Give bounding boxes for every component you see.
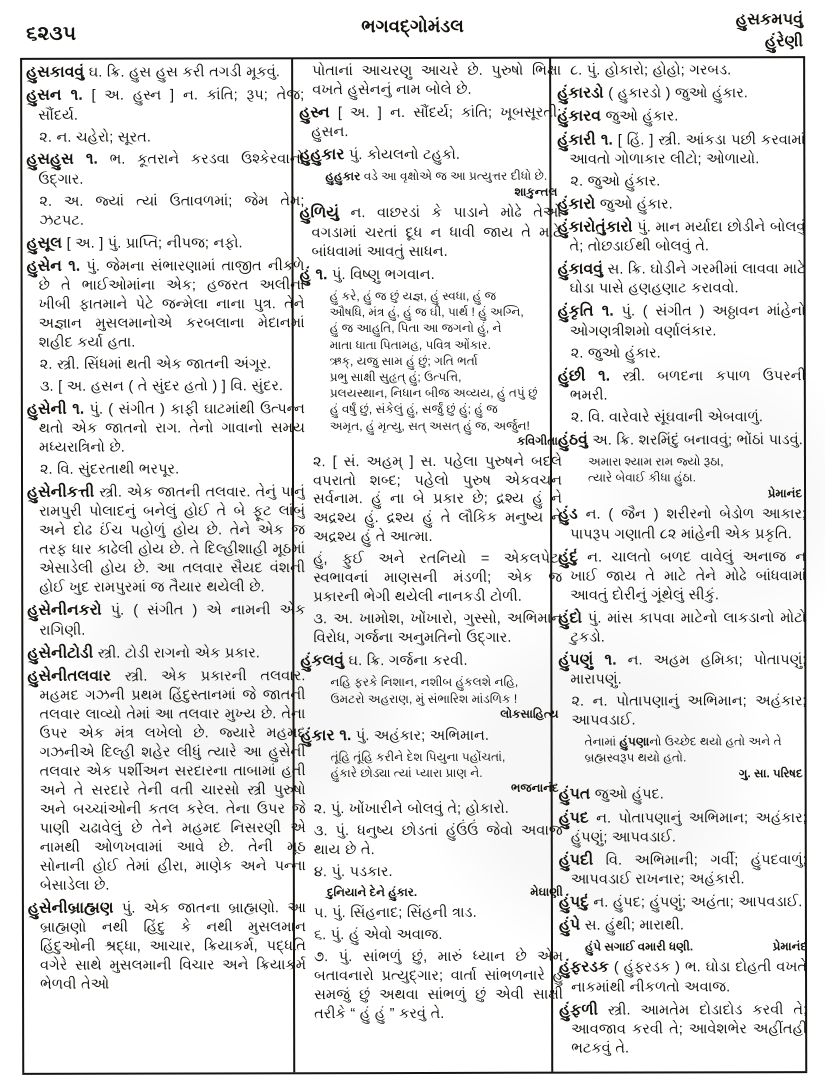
verse-line: માતા ધાતા પિતામહ, પવિત્ર ઓંકાર. bbox=[329, 337, 491, 352]
dictionary-entry bbox=[26, 62, 304, 83]
citation-source: પ્રેમાનંદ bbox=[767, 485, 803, 500]
entry-definition: સ્ત્રી. બળદના કપાળ ઉપરની ભમરી. bbox=[569, 367, 806, 404]
entry-headword: હુંકારો bbox=[557, 195, 596, 213]
entry-headword: હુહુકાર bbox=[299, 146, 345, 164]
verse-line: હું જ આહુતિ, પિતા આ જગનો હું, ને bbox=[329, 321, 502, 336]
entry-definition: ન. ( જૈન ) શરીરનો બેડોળ આકાર; પાપરૂપ ગણાતી ૮૨ માંહેની એક પ્રકૃતિ. bbox=[570, 506, 807, 543]
dictionary-entry bbox=[557, 106, 805, 127]
entry-headword: હુંકૃતિ ૧. bbox=[557, 303, 614, 321]
dictionary-entry bbox=[27, 643, 305, 664]
citation-row bbox=[327, 885, 563, 901]
entry-headword: હુસેન ૧. bbox=[26, 257, 81, 275]
citation-text: નો ઉચ્છેદ થયો હતો અને તે બ્રહ્મસ્વરૂપ થયો હતો. bbox=[584, 734, 782, 766]
rule-top bbox=[20, 56, 805, 60]
verse-line: અમૃત, હું મૃત્યુ, સત્ અસત્ હું જ, અર્જુન! bbox=[329, 418, 530, 433]
dictionary-entry bbox=[558, 547, 806, 606]
citation-source: મેઘાણી bbox=[530, 884, 563, 899]
entry-sense: ૨. પું. ખોંખારીને બોલવું તે; હોકારો. bbox=[313, 800, 509, 818]
entry-headword: હુંપે bbox=[558, 917, 581, 935]
entry-headword: હુસેનીતલવાર bbox=[27, 667, 111, 685]
entry-headword: હુંડ bbox=[558, 505, 578, 524]
column-2 bbox=[299, 62, 563, 1073]
dictionary-entry bbox=[559, 916, 807, 937]
entry-citation bbox=[299, 168, 561, 201]
dictionary-entry bbox=[299, 103, 561, 143]
entry-sense: ૮. પું. હોકારો; હોહો; ગરબડ. bbox=[570, 62, 732, 79]
citation-text: હુંપે સગાઈ વમારી ધણી. bbox=[584, 939, 694, 954]
entry-headword: હું ૧. bbox=[299, 265, 328, 283]
entry-definition: સ્ત્રી. ટોડી રાગનો એક પ્રકાર. bbox=[93, 644, 260, 662]
entry-definition: ( હુકારડો ) જુઓ હુંકાર. bbox=[603, 85, 748, 102]
entry-definition: ન. અહમ હમિકા; પોતાપણું; મારાપણું. bbox=[570, 652, 807, 688]
entry-sense: ૨. વિ. વારેવારે સૂંઘવાની એબવાળું. bbox=[570, 409, 763, 426]
verse-line: ઉમટરો અહરાણ, મું સંભારિશ માંડળિક ! bbox=[330, 691, 518, 706]
entry-sense: ૪. પું. પડકાર. bbox=[313, 864, 393, 881]
verse-line: હું કરે, હું જ છું યજ્ઞ, હું સ્વધા, હું જ bbox=[329, 288, 497, 304]
entry-headword: હુસહુસ ૧. bbox=[26, 151, 98, 169]
dictionary-entry bbox=[558, 302, 806, 342]
verse-line: ઋક્, યજુ સામ હું છું; ગતિ ભર્તા bbox=[329, 353, 478, 368]
entry-citation bbox=[559, 733, 807, 782]
entry-definition: અ. ક્રિ. શરમિંદું બનાવવું; ભોંઠાં પાડવું. bbox=[587, 432, 803, 449]
dictionary-entry bbox=[27, 256, 305, 353]
verse-line: ત્યારે બેવાઈ કીધા હુંઠા. bbox=[587, 470, 697, 485]
entry-sense: ૬. પું. હું એવો અવાજ. bbox=[313, 926, 443, 944]
entry-definition: ન. હુંપદ; હુંપણું; અહંતા; આપવડાઈ. bbox=[588, 894, 803, 911]
dictionary-entry bbox=[557, 130, 805, 170]
guide-word-last: હુંરેણી bbox=[764, 32, 804, 50]
verse-line: હુંકારે છોડ્યા ત્યાં પ્યારા પ્રાણ ને. bbox=[330, 766, 483, 781]
entry-continuation: પોતાનાં આચરણુ આચરે છે. પુરુષો ભિક્ષા વખતે હુસેનનું નામ બોલે છે. bbox=[312, 62, 562, 99]
entry-headword: હુસેનીનકરો bbox=[27, 601, 102, 620]
entry-sense: ૨. ન. પોતાપણાનું અભિમાન; અહંકાર; આપવડાઈ. bbox=[571, 693, 807, 729]
entry-definition: સ્ત્રી. એક જાતની તલવાર. તેનું પાનું રામપુરી પોલાદનું બનેલું હોઈ તે બે ફૂટ લાંબું અને દોઢ ઈંચ પહોળું હોય છે. તેને એક જ તરફ ધાર કાઢેલી હોય છે. તે દિલ્હીશાહી મૂઠમાં એસાડેલી હોય છે. આ તલવાર સૈયદ વંશની હોઈ ખુદ રામપુરમાં જ તૈયાર થયેલી છે. bbox=[39, 484, 306, 597]
entry-definition: જુઓ હુંકાર. bbox=[595, 196, 673, 213]
dictionary-entry bbox=[558, 650, 806, 690]
verse-line: અમારા શ્યામ રામ જ્યો રૂઠા, bbox=[587, 454, 724, 469]
citation-headword: હુંપણા bbox=[619, 734, 650, 749]
verse-line: તૂંહિ તૂંહિ કરીને દેશ પિયુના પહોંચતાં, bbox=[330, 749, 506, 765]
dictionary-entry bbox=[558, 430, 806, 451]
entry-headword: હુંપદું bbox=[558, 893, 589, 911]
citation-source: ભજનાનંદ bbox=[510, 781, 559, 796]
entry-sense: ૭. પું. સાંભળું છું, મારું ધ્યાન છે એમ બતાવનારો પ્રત્યુદ્ગાર; વાર્તા સાંભળનારે હું સમજું છું અથવા સાંભળું છું એવી સાક્ષી તરીકે “ હું હું ” કરવું તે. bbox=[313, 948, 564, 1022]
entry-definition: ( હુંફરડક ) ભ. ઘોડા દોહતી વખતે નાકમાંથી નીકળતો અવાજ. bbox=[571, 959, 808, 996]
dictionary-entry bbox=[559, 850, 807, 890]
entry-headword: હુંકાવવું bbox=[557, 260, 603, 278]
dictionary-entry bbox=[26, 85, 304, 125]
entry-headword: હુંફળી bbox=[559, 1001, 598, 1019]
entry-sense: ૩. પું. ધનુષ્ય છોડતાં હુંઉંઉં જેવો અવાજ થાય છે તે. bbox=[313, 822, 563, 859]
entry-definition: ન. ચાલતો બળદ વાવેલું અનાજ ન ખાઈ જાય તે માટે તેને મોઢે બાંધવામાં આવતું દોરીનું ગૂંથેલું સીકું. bbox=[570, 548, 807, 604]
entry-headword: હુસૂલ bbox=[26, 234, 63, 252]
running-head bbox=[0, 0, 825, 59]
dictionary-entry bbox=[299, 203, 561, 262]
entry-definition: સ્ત્રી. આમતેમ દોડાદોડ કરવી તે; આવજાવ કરવી તે; આવેશભેર અહીંતહીં ભટકવું તે. bbox=[571, 1001, 808, 1057]
dictionary-entry bbox=[559, 785, 807, 806]
entry-definition: પું. ( સંગીત ) એ નામની એક રાગિણી. bbox=[39, 602, 306, 639]
entry-definition: ઘ. ક્રિ. ગર્જના કરવી. bbox=[343, 653, 468, 670]
entry-definition: [ હિં. ] સ્ત્રી. આંકડા પછી કરવામાં આવતો ગોળાકાર લીટો; ઓળાયો. bbox=[569, 131, 806, 168]
entry-headword: હુંકલવું bbox=[300, 652, 345, 670]
entry-definition: સ્ત્રી. એક પ્રકારની તલવાર. મહમદ ગઝની પ્રથમ હિંદુસ્તાનમાં જે જાતની તલવાર લાવ્યો તેમાં આ તલવાર મુખ્ય છે. તેના ઉપર એક મંત્ર લખેલો છે. જ્યારે મહમદ ગઝનીએ દિલ્હી શહેર લીધું ત્યારે આ હુસેની તલવાર એક પર્શીઅન સરદારના તાબામાં હતી અને તે સરદારે તેની વતી ચારસો સ્ત્રી પુરુષો અને બચ્ચાંઓની કતલ કરેલ. તેના ઉપર જે પાણી ચઢાવેલું છે તેને મહમદ નિસરણી એ નામથી ઓળખવામાં આવે છે. તેની મૂઠ સોનાની હોઈ તેમાં હીરા, માણેક અને પન્ના બેસાડેલા છે. bbox=[39, 667, 306, 894]
entry-definition: ઘ. ક્રિ. હુસ હુસ કરી તગડી મૂકવું. bbox=[84, 64, 280, 81]
citation-row bbox=[585, 939, 807, 955]
entry-sense: ૨. સ્ત્રી. સિંધમાં થતી એક જાતની અંગૂર. bbox=[39, 356, 272, 373]
entry-headword: હુસેની ૧. bbox=[26, 400, 85, 418]
citation-prefix: તેનામાં bbox=[584, 734, 620, 749]
entry-definition: [ અ. ] ન. સૌંદર્ય; કાંતિ; ખૂબસૂરતી; હુસન. bbox=[311, 104, 562, 141]
entry-headword: હુંકારડો bbox=[557, 84, 604, 102]
entry-sense: ૨. જુઓ હુંકાર. bbox=[570, 345, 661, 362]
citation-text: દુનિયાને દેને હુંકાર. bbox=[326, 885, 418, 900]
entry-headword: હુસેનીટોડી bbox=[27, 644, 94, 662]
entry-verse-citation bbox=[300, 674, 562, 723]
entry-definition: ન. પોતાપણાનું અભિમાન; અહંકાર; હુંપણું; આપવડાઈ. bbox=[570, 809, 807, 846]
dictionary-entry bbox=[557, 217, 805, 257]
entry-headword: હુંઠવું bbox=[557, 431, 588, 449]
column-3 bbox=[557, 61, 807, 1072]
citation-source: પ્રેમાનંદ bbox=[772, 938, 807, 953]
entry-definition: પું. કોયલનો ટહુકો. bbox=[344, 147, 460, 164]
entry-definition: પું. માન મર્યાદા છોડીને બોલવું તે; તોછડાઈથી બોલવું તે. bbox=[569, 219, 806, 255]
entry-definition: સ. ક્રિ. ઘોડીને ગરમીમાં લાવવા માટે ઘોડા પાસે હણહણાટ કરાવવો. bbox=[569, 261, 806, 298]
entry-headword: હુંપત bbox=[558, 785, 591, 804]
entry-headword: હુંકારોતુંકારો bbox=[557, 218, 633, 236]
entry-definition: પું. ( સંગીત ) અઠ્ઠાવન માંહેનો ઓગણત્રીશમો વર્ણાલંકાર. bbox=[569, 303, 806, 340]
dictionary-entry bbox=[557, 194, 805, 215]
entry-sense: ૩. [ અ. હસન ( તે સુંદર હતો ) ] વિ. સુંદર. bbox=[39, 378, 283, 395]
guide-word-first: હુસકમપવું bbox=[735, 11, 804, 29]
dictionary-entry bbox=[301, 725, 563, 746]
dictionary-entry bbox=[26, 150, 304, 190]
columns bbox=[20, 61, 807, 1073]
entry-headword: હુંકાર ૧. bbox=[300, 726, 352, 744]
entry-headword: હુસ્ન bbox=[299, 104, 330, 122]
entry-citation bbox=[301, 885, 563, 901]
entry-definition: ભ. કૂતરાને કરડવા ઉશ્કેરવાનો ઉદ્ગાર. bbox=[38, 151, 305, 188]
dictionary-entry bbox=[558, 366, 806, 406]
verse-line: નહિ ફરકે નિશાન, નશીબ હુંકલશે નહિ, bbox=[330, 675, 519, 690]
entry-headword: હુસેનીકત્તી bbox=[27, 483, 95, 501]
entry-definition: ન. વાછરડાં કે પાડાને મોઢે તેઓ વગડામાં ચરતાં દૂધ ન ધાવી જાય તે માટે બાંધવામાં આવતું સાધન. bbox=[311, 205, 562, 260]
dictionary-entry bbox=[28, 898, 306, 995]
entry-sense: ૨. ન. ચહેરો; સૂરત. bbox=[39, 129, 151, 146]
entry-headword: હુસેનીબ્રાહ્મણ bbox=[27, 899, 114, 917]
entry-headword: હુસકાવવું bbox=[26, 63, 85, 81]
entry-headword: હુંફરડક bbox=[559, 959, 609, 977]
entry-verse-citation bbox=[558, 453, 806, 502]
dictionary-entry bbox=[559, 808, 807, 848]
dictionary-entry bbox=[559, 1000, 807, 1059]
verse-line: ઔષધિ, મંત્ર હું, હું જ ઘી, પાર્થ ! હું અગ્નિ, bbox=[329, 304, 524, 320]
entry-headword: હુંદું bbox=[558, 548, 578, 566]
entry-sense: ૨. અ. જ્યાં ત્યાં ઉતાવળમાં; જેમ તેમ; ઝટપટ. bbox=[39, 192, 305, 229]
dictionary-entry bbox=[26, 233, 304, 254]
citation-source: કવિગીતા bbox=[516, 433, 558, 448]
entry-definition: પું. અહંકાર; અભિમાન. bbox=[351, 727, 489, 744]
citation-source: ગુ. સા. પરિષદ bbox=[738, 765, 803, 780]
entry-headword: હુંછી ૧. bbox=[557, 367, 611, 385]
entry-definition: પું. ( સંગીત ) કાફી ઘાટમાંથી ઉત્પન્ન થતો એક જાતનો રાગ. તેનો ગાવાનો સમય મધ્યરાત્રિનો છે. bbox=[38, 401, 305, 457]
entry-definition: [ અ. ] પું. પ્રાપ્તિ; નીપજ; નફો. bbox=[62, 234, 243, 252]
citation-text: વડે આ વૃક્ષોએ જ આ પ્રત્યુત્તર દીધો છે. bbox=[360, 169, 548, 184]
dictionary-entry bbox=[299, 145, 561, 166]
entry-definition: સ. હુંથી; મારાથી. bbox=[580, 917, 684, 935]
book-title: ભગવદ્ગોમંડલ bbox=[361, 15, 464, 37]
citation-source: શાકુન્તલ bbox=[514, 184, 558, 199]
dictionary-entry bbox=[558, 504, 806, 544]
dictionary-entry bbox=[559, 892, 807, 913]
verse-line: હું વર્ષું છું, સંકેલું હું, સર્જું છું હું; હું જ bbox=[329, 402, 498, 417]
dictionary-entry bbox=[557, 83, 805, 104]
entry-sense: ૨. જુઓ હુંકાર. bbox=[570, 173, 661, 190]
citation-headword: હુહુકાર bbox=[325, 169, 361, 184]
entry-sense: ૩. અ. ખામોશ, ખોંખારો, ગુસ્સો, અભિમાન વિરોધ, ગર્જના અનુમતિનો ઉદ્ગાર. bbox=[313, 610, 563, 647]
entry-definition: જુઓ હુંકાર. bbox=[600, 108, 679, 125]
entry-citation bbox=[559, 939, 807, 955]
entry-sense: ૫. પું. સિંહનાદ; સિંહની ત્રાડ. bbox=[313, 904, 477, 922]
verse-line: પ્રભુ સાક્ષી સુહૃત્ હું; ઉત્પત્તિ, bbox=[329, 369, 462, 385]
dictionary-entry bbox=[300, 264, 562, 285]
column-1 bbox=[26, 62, 306, 1073]
entry-headword: હુંકારી ૧. bbox=[557, 131, 613, 149]
entry-headword: હુસન ૧. bbox=[26, 86, 83, 105]
entry-definition: પું. માંસ કાપવા માટેનો લાકડાનો મોટો ટુકડો. bbox=[570, 609, 807, 646]
entry-headword: હુળિયું bbox=[299, 204, 340, 222]
folio-number: ૬૨૩૫ bbox=[26, 22, 77, 45]
entry-definition: જુઓ હુંપદ. bbox=[590, 786, 664, 803]
entry-verse-citation bbox=[301, 749, 563, 798]
entry-headword: હુંદો bbox=[558, 609, 583, 627]
dictionary-entry bbox=[300, 651, 562, 672]
entry-sense: હું, ફુઈ અને રતનિયો = એકલપેટા સ્વભાવનાં માણસની મંડળી; એક જ પ્રકારની ભેગી થયેલી નાનકડી ટોળી. bbox=[313, 551, 563, 606]
entry-definition: [ અ. હુસ્ન ] ન. કાંતિ; રૂપ; તેજ; સૌંદર્ય. bbox=[38, 87, 305, 124]
entry-definition: વિ. અભિમાની; ગર્વી; હુંપદવાળું; આપવડાઈ રાખનાર; અહંકારી. bbox=[570, 852, 807, 888]
entry-definition: પું. એક જાતના બ્રાહ્મણો. આ બ્રાહ્મણો નથી હિંદુ કે નથી મુસલમાન હિંદુઓની શ્રદ્ધા, આચાર, ક્રિયાકર્મ, પદ્ધતિ વગેરે સાથે મુસલમાની વિચાર અને ક્રિયાકર્મ ભેળવી તેઓ bbox=[39, 899, 307, 993]
dictionary-entry bbox=[27, 482, 305, 598]
dictionary-entry bbox=[27, 600, 305, 640]
dictionary-entry bbox=[27, 399, 305, 458]
entry-verse-citation bbox=[300, 288, 562, 450]
dictionary-entry bbox=[27, 666, 305, 896]
entry-headword: હુંપદ bbox=[558, 809, 589, 827]
dictionary-entry bbox=[558, 608, 806, 648]
entry-definition: પું. વિષ્ણુ ભગવાન. bbox=[327, 266, 435, 283]
entry-headword: હુંપદી bbox=[558, 851, 594, 869]
dictionary-entry bbox=[559, 958, 807, 998]
entry-definition: પું. જેમના સંભારણામાં તાજીત નીકળે છે તે ભાઈઓમાંના એક; હજરત અલીના ખીબી ફાતમાને પેટે જન્મેલા નાના પુત્ર. તેને અજ્ઞાન મુસલમાનોએ કરબલાના મેદાનમાં શહીદ કર્યા હતા. bbox=[38, 258, 305, 351]
entry-headword: હુંપણું ૧. bbox=[558, 651, 617, 669]
citation-source: લોકસાહિત્ય bbox=[500, 706, 559, 721]
verse-line: પ્રલયસ્થાન, નિધાન બીજ અવ્યય, હું તપું છું bbox=[329, 385, 538, 401]
entry-headword: હુંકારવ bbox=[557, 107, 601, 125]
guide-words bbox=[736, 9, 803, 52]
dictionary-entry bbox=[558, 259, 806, 299]
entry-sense: ૨. વિ. સુંદરતાથી ભરપૂર. bbox=[39, 461, 180, 478]
entry-sense: ૨. [ સં. અહમ્ ] સ. પહેલા પુરુષને બદલે વપરાતો શબ્દ; પહેલો પુરુષ એકવચન સર્વનામ. હું ના બે પ્રકાર છે; દ્રશ્ય હું ને અદ્રશ્ય હું. દ્રશ્ય હું તે લૌકિક મનુષ્ય ને અદ્રશ્ય હું તે આત્મા. bbox=[312, 453, 563, 546]
